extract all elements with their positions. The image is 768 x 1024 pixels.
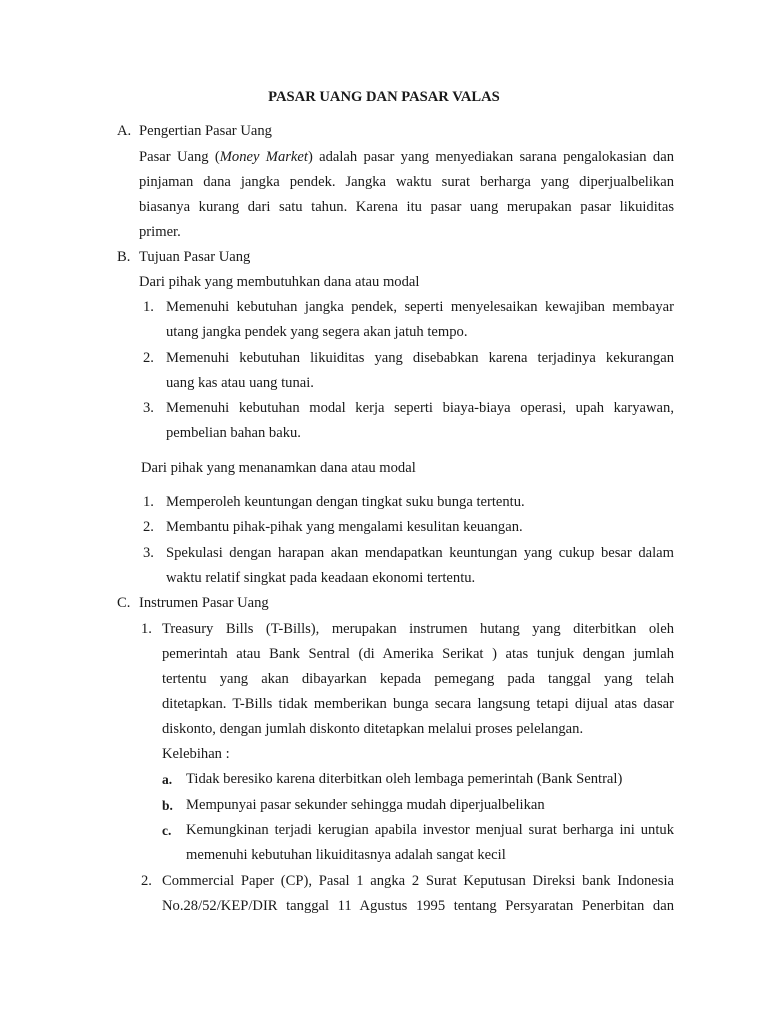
list-item-line: Commercial Paper (CP), Pasal 1 angka 2 Surat Keputusan Direksi bank Indonesia <box>162 873 674 889</box>
list-number: 1. <box>141 621 152 637</box>
list-number: 3. <box>143 400 154 416</box>
page-title: PASAR UANG DAN PASAR VALAS <box>268 89 500 105</box>
section-b-subheading: Dari pihak yang membutuhkan dana atau modal <box>139 274 420 290</box>
list-item-line: ditetapkan. T-Bills tidak memberikan bunga secara langsung tetapi dijual atas dasar <box>162 696 674 712</box>
list-number: 3. <box>143 545 154 561</box>
list-item-line: Membantu pihak-pihak yang mengalami kesulitan keuangan. <box>166 519 523 535</box>
section-a-paragraph-line: pinjaman dana jangka pendek. Jangka waktu surat berharga yang diperjualbelikan <box>139 174 674 190</box>
list-item-line: Tidak beresiko karena diterbitkan oleh lembaga pemerintah (Bank Sentral) <box>186 771 623 787</box>
list-item-line: tertentu yang akan dibayarkan kepada pemegang pada tanggal yang telah <box>162 671 674 687</box>
list-item-line: utang jangka pendek yang segera akan jatuh tempo. <box>166 324 468 340</box>
alpha-marker: a. <box>162 772 173 787</box>
list-item-line: Spekulasi dengan harapan akan mendapatkan keuntungan yang cukup besar dalam <box>166 545 674 561</box>
section-a-marker: A. <box>117 123 132 139</box>
list-number: 1. <box>143 494 154 510</box>
list-item-line: Treasury Bills (T-Bills), merupakan instrumen hutang yang diterbitkan oleh <box>162 621 674 637</box>
list-item-line: Kemungkinan terjadi kerugian apabila investor menjual surat berharga ini untuk <box>186 822 674 838</box>
list-item-line: waktu relatif singkat pada keadaan ekonomi tertentu. <box>166 570 476 586</box>
list-item-line: Mempunyai pasar sekunder sehingga mudah diperjualbelikan <box>186 797 545 813</box>
section-b-marker: B. <box>117 249 131 265</box>
alpha-marker: b. <box>162 798 173 813</box>
section-c-heading: Instrumen Pasar Uang <box>139 595 269 611</box>
section-a-paragraph-line: biasanya kurang dari satu tahun. Karena itu pasar uang merupakan pasar likuiditas <box>139 199 674 215</box>
list-number: 2. <box>143 519 154 535</box>
list-item-line: pemerintah atau Bank Sentral (di Amerika Serikat ) atas tunjuk dengan jumlah <box>162 646 674 662</box>
section-c-marker: C. <box>117 595 131 611</box>
section-b-heading: Tujuan Pasar Uang <box>139 249 251 265</box>
section-a-heading: Pengertian Pasar Uang <box>139 123 272 139</box>
list-item-line: pembelian bahan baku. <box>166 425 301 441</box>
section-a-paragraph-line: primer. <box>139 224 181 240</box>
list-item-line: diskonto, dengan jumlah diskonto ditetapkan melalui proses pelelangan. <box>162 721 584 737</box>
list-number: 2. <box>141 873 152 889</box>
list-item-line: Memenuhi kebutuhan likuiditas yang disebabkan karena terjadinya kekurangan <box>166 350 674 366</box>
section-a-paragraph-line: Pasar Uang (Money Market) adalah pasar yang menyediakan sarana pengalokasian dan <box>139 149 674 165</box>
list-item-line: Memperoleh keuntungan dengan tingkat suku bunga tertentu. <box>166 494 525 510</box>
list-item-line: uang kas atau uang tunai. <box>166 375 314 391</box>
kelebihan-label: Kelebihan : <box>162 746 230 762</box>
list-number: 2. <box>143 350 154 366</box>
list-item-line: Memenuhi kebutuhan modal kerja seperti biaya-biaya operasi, upah karyawan, <box>166 400 674 416</box>
list-item-line: No.28/52/KEP/DIR tanggal 11 Agustus 1995 tentang Persyaratan Penerbitan dan <box>162 898 674 914</box>
list-item-line: Memenuhi kebutuhan jangka pendek, seperti menyelesaikan kewajiban membayar <box>166 299 674 315</box>
list-item-line: memenuhi kebutuhan likuiditasnya adalah sangat kecil <box>186 847 506 863</box>
alpha-marker: c. <box>162 823 172 838</box>
list-number: 1. <box>143 299 154 315</box>
section-b-subheading: Dari pihak yang menanamkan dana atau modal <box>141 460 416 476</box>
